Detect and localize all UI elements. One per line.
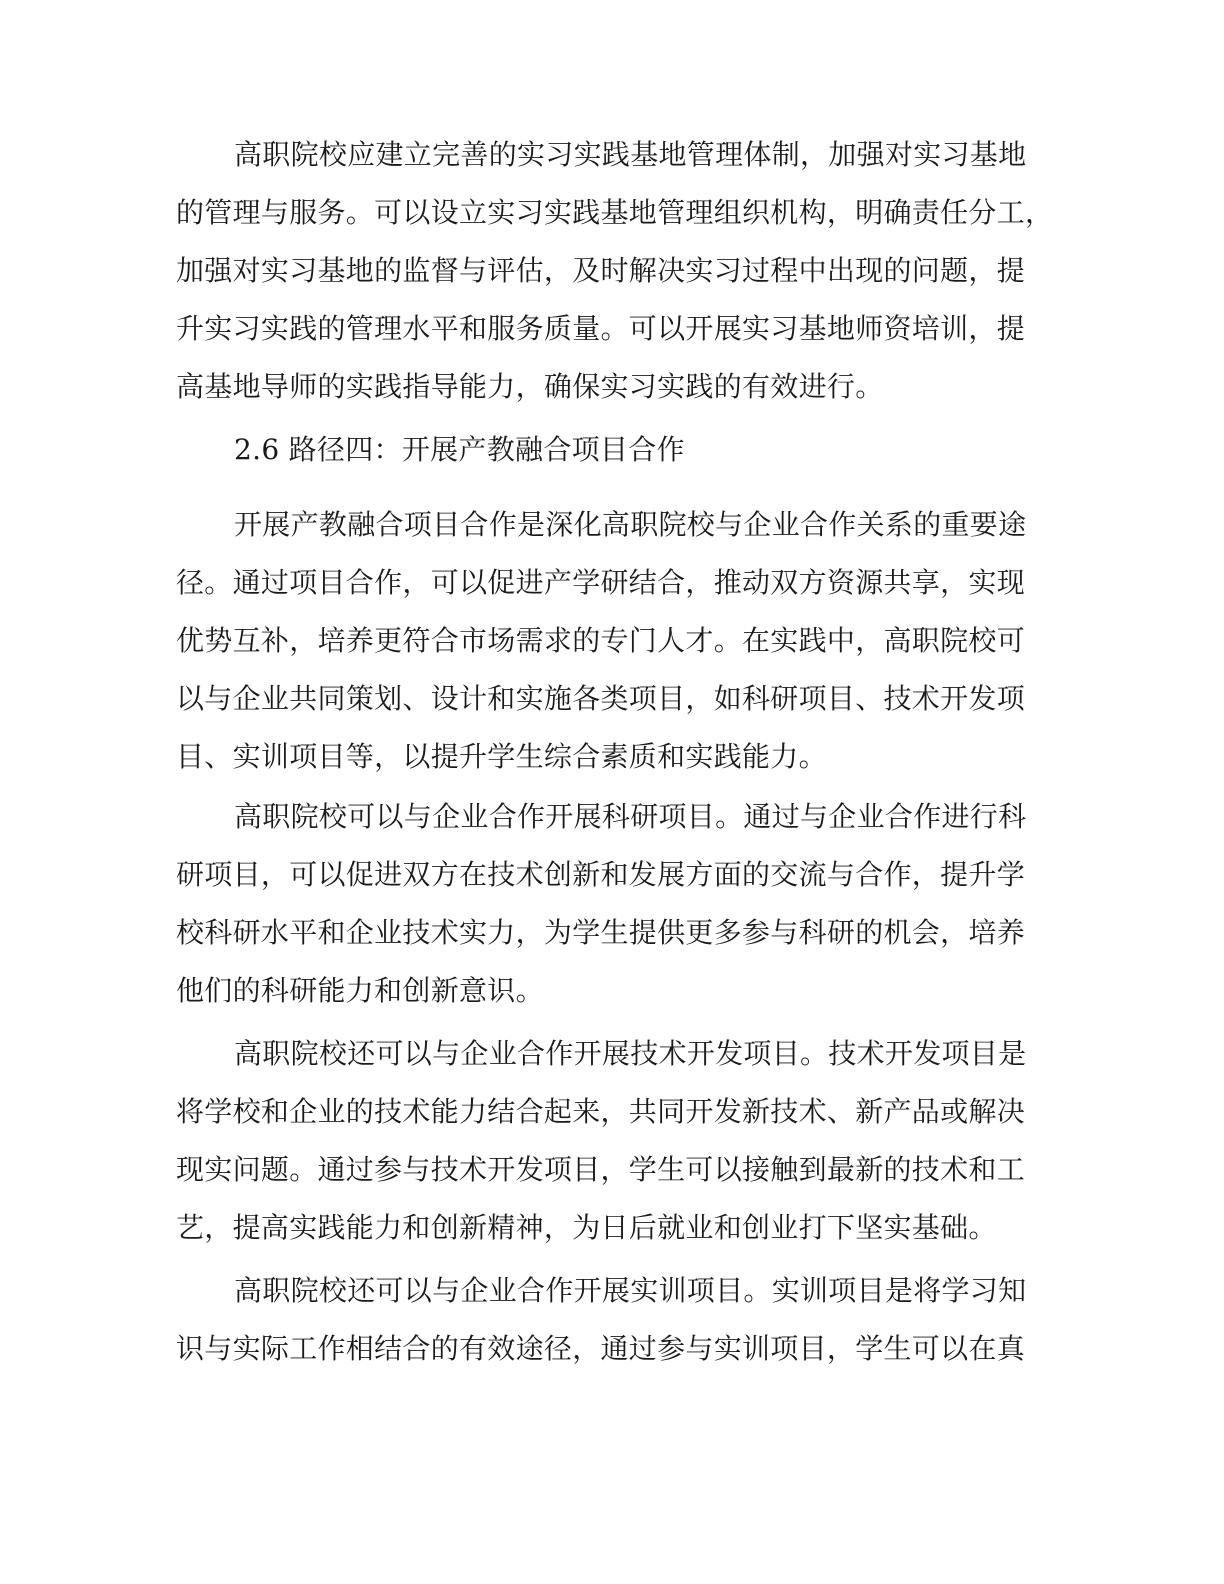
- text-line: 高基地导师的实践指导能力，确保实习实践的有效进行。: [176, 370, 884, 403]
- section-heading: [176, 421, 1076, 479]
- text-line: 将学校和企业的技术能力结合起来，共同开发新技术、新产品或解决: [176, 1095, 1026, 1128]
- text-line: 升实习实践的管理水平和服务质量。可以开展实习基地师资培训，提: [176, 312, 1026, 345]
- text-line: 开展产教融合项目合作是深化高职院校与企业合作关系的重要途: [234, 508, 1027, 541]
- text-line: 目、实训项目等，以提升学生综合素质和实践能力。: [176, 740, 827, 773]
- text-line: 识与实际工作相结合的有效途径，通过参与实训项目，学生可以在真: [176, 1332, 1026, 1365]
- text-line: 以与企业共同策划、设计和实施各类项目，如科研项目、技术开发项: [176, 682, 1026, 715]
- text-line: 优势互补，培养更符合市场需求的专门人才。在实践中，高职院校可: [176, 624, 1026, 657]
- paragraph-practice-base-management: [176, 126, 1076, 416]
- text-line: 高职院校可以与企业合作开展科研项目。通过与企业合作进行科: [234, 800, 1027, 833]
- text-line: 研项目，可以促进双方在技术创新和发展方面的交流与合作，提升学: [176, 858, 1026, 891]
- text-line: 加强对实习基地的监督与评估，及时解决实习过程中出现的问题，提: [176, 254, 1026, 287]
- text-line: 现实问题。通过参与技术开发项目，学生可以接触到最新的技术和工: [176, 1153, 1026, 1186]
- text-line: 的管理与服务。可以设立实习实践基地管理组织机构，明确责任分工，: [176, 196, 1054, 229]
- paragraph-tech-development-projects: [176, 1025, 1076, 1257]
- paragraph-industry-education-projects: [176, 496, 1076, 786]
- text-line: 艺，提高实践能力和创新精神，为日后就业和创业打下坚实基础。: [176, 1211, 997, 1244]
- text-line: 高职院校还可以与企业合作开展实训项目。实训项目是将学习知: [234, 1274, 1027, 1307]
- text-line: 高职院校应建立完善的实习实践基地管理体制，加强对实习基地: [234, 138, 1027, 171]
- text-line: 校科研水平和企业技术实力，为学生提供更多参与科研的机会，培养: [176, 916, 1026, 949]
- text-line: 他们的科研能力和创新意识。: [176, 974, 544, 1007]
- text-line: 高职院校还可以与企业合作开展技术开发项目。技术开发项目是: [234, 1037, 1027, 1070]
- paragraph-research-projects: [176, 788, 1076, 1020]
- section-heading-text: 2.6 路径四：开展产教融合项目合作: [234, 433, 685, 466]
- paragraph-training-projects: [176, 1262, 1076, 1378]
- text-line: 径。通过项目合作，可以促进产学研结合，推动双方资源共享，实现: [176, 566, 1026, 599]
